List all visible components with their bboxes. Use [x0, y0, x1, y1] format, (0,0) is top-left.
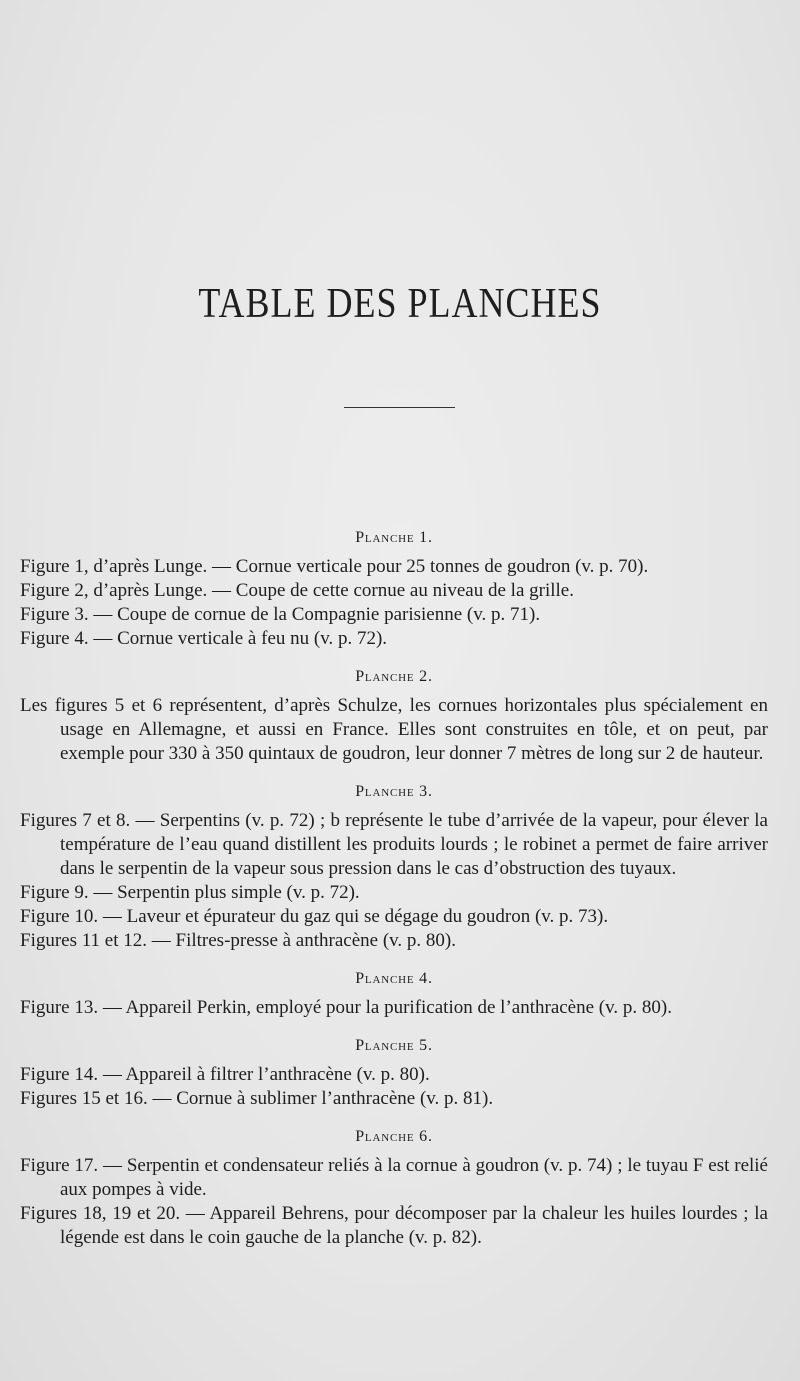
entry: Figure 14. — Appareil à filtrer l’anthracène (v. p. 80). — [20, 1064, 430, 1085]
section-heading: Planche 3. — [355, 783, 433, 800]
entry: Figure 10. — Laveur et épurateur du gaz qui se dégage du goudron (v. p. 73). — [20, 906, 609, 927]
entry: Figure 13. — Appareil Perkin, employé pour la purification de l’anthracène (v. p. 80). — [20, 997, 672, 1018]
section-planche-2 — [20, 665, 768, 766]
entry: Figures 15 et 16. — Cornue à sublimer l’anthracène (v. p. 81). — [20, 1088, 494, 1109]
section-heading: Planche 4. — [355, 970, 433, 987]
section-heading: Planche 5. — [355, 1037, 433, 1054]
section-planche-4 — [20, 967, 768, 1020]
section-heading: Planche 6. — [355, 1128, 433, 1145]
entry: Figure 4. — Cornue verticale à feu nu (v. p. 72). — [20, 628, 388, 649]
section-planche-5 — [20, 1034, 768, 1111]
entry: Les figures 5 et 6 représentent, d’après Schulze, les cornues horizontales plus spécialement en usage en Allemagne, et aussi en France. Elles sont construites en tôle, et on peut, par exemple pour 330 à 350 quintaux de goudron, leur donner 7 mètres de long sur 2 de hauteur. — [20, 695, 768, 764]
title-divider — [344, 407, 455, 408]
section-planche-6 — [20, 1125, 768, 1250]
entry: Figures 7 et 8. — Serpentins (v. p. 72) ; b représente le tube d’arrivée de la vapeur, pour élever la température de l’eau quand distillent les produits lourds ; le robinet a permet de faire arriver dans le serpentin de la vapeur sous pression dans le cas d’obstruction des tuyaux. — [20, 810, 768, 879]
entry: Figures 18, 19 et 20. — Appareil Behrens, pour décomposer par la chaleur les huiles lourdes ; la légende est dans le coin gauche de la planche (v. p. 82). — [20, 1203, 768, 1248]
entry: Figure 3. — Coupe de cornue de la Compagnie parisienne (v. p. 71). — [20, 604, 541, 625]
section-planche-1 — [20, 526, 768, 651]
section-heading: Planche 2. — [355, 668, 433, 685]
page-title: TABLE DES PLANCHES — [198, 279, 602, 327]
entry: Figure 1, d’après Lunge. — Cornue verticale pour 25 tonnes de goudron (v. p. 70). — [20, 556, 649, 577]
section-heading: Planche 1. — [355, 529, 433, 546]
plates-list — [20, 526, 768, 1250]
section-planche-3 — [20, 780, 768, 953]
entry: Figure 2, d’après Lunge. — Coupe de cette cornue au niveau de la grille. — [20, 580, 574, 601]
entry: Figure 17. — Serpentin et condensateur reliés à la cornue à goudron (v. p. 74) ; le tuyau F est relié aux pompes à vide. — [20, 1155, 768, 1200]
entry: Figures 11 et 12. — Filtres-presse à anthracène (v. p. 80). — [20, 930, 456, 951]
entry: Figure 9. — Serpentin plus simple (v. p. 72). — [20, 882, 360, 903]
